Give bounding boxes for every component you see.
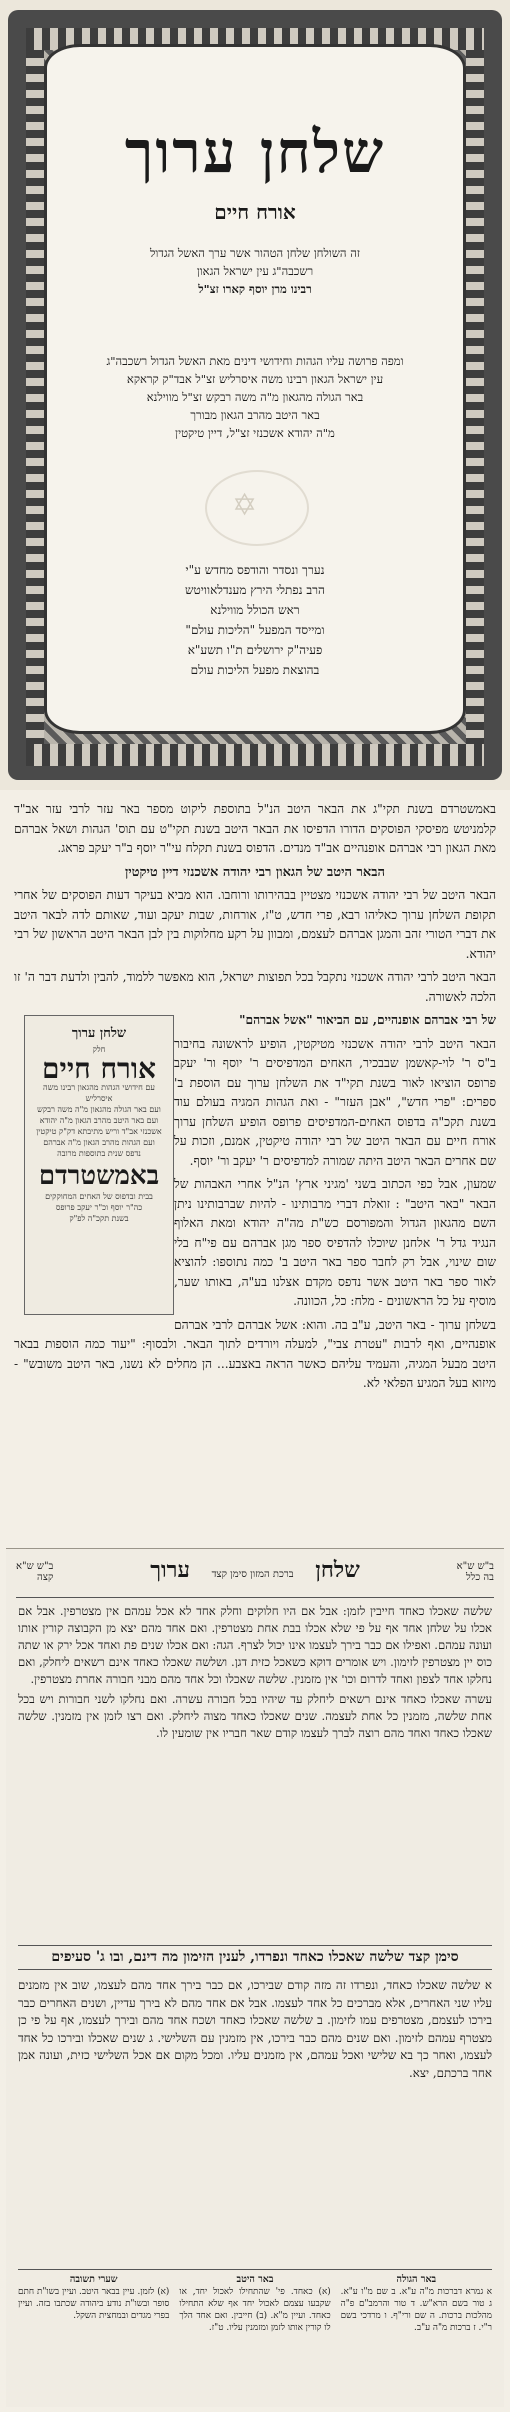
intro-paragraph: באמשטרדם בשנת תקי"ג את הבאר היטב הנ"ל בתוספת ליקוט מספר באר עזר לרבי עזר אב"ד קלמניטש מפיסקי הפוסקים הדורו הדפיסו את הבאר היטב בשנת תקי"ט עם תוס' הגהות ושאל אברהם מאת הגאון רבי אברהם אופנהיים אב"ד מנדים. הדפוס בשנת תקלח עי"ר יוסף ב"ר יעקב פראג. — [14, 802, 496, 855]
historic-line: ועם הגהות מהרב הגאון מ"ה אברהם — [43, 1138, 155, 1147]
intro-paragraph: הבאר היטב לרבי יהודה אשכנזי מטיקטין, הופיע לראשונה בחיבור ב"ס ר' לוי-קאשמן שבבכיר, האחים המדפיסים ר' יוסף ור' יעקב פרופס הוציאו לאור בשנת תקי"ד את השלחן ערוך עם הוספת ב' ספרים: "פרי חדש", "אבן העזר" - ואת הגהות המגיה בעולם עוד בשנת תקכ"ה בדפוס האחים-המדפיסים פרופס הופיע השלחן ערוך אורח חיים עם הבאר היטב של רבי יהודה טיקטין, אמנם, וזכות על שם אחרים הבאר היטב היתה שמורה למדפיסים ר' יעקב ור' יוסף. — [174, 1036, 496, 1168]
historic-title-page — [24, 1015, 174, 1315]
historic-line: בשנת תקכ"ה לפ"ק — [69, 1213, 129, 1223]
book-subtitle: אורח חיים — [214, 200, 296, 224]
historic-line: אשכנזי אב"ד וריש מתיבתא דק"ק טיקטין — [36, 1127, 162, 1136]
emblem-icon: ✡ — [232, 488, 258, 523]
historic-line: ועם באר היטב מהרב הגאון מ"ה יהודא — [39, 1116, 159, 1125]
main-paragraph: עשרה שאכלו כאחד אינם רשאים ליחלק עד שיהיו בכל חבורה עשרה. ואם נחלקו לשני חבורות ויש בכל אחת שלשה, מזמנין כל אחת לעצמה. שנים שאכלו כאחד מצוה ליחלק. ואם רצו לזמן אין מזמנין. שלשה שאכלו כאחד ואחד מהם רוצה לברך לעצמו קודם שאר חבריו אין שומעין לו. — [18, 1692, 492, 1740]
commentary-heading: שערי תשובה — [69, 2274, 118, 2285]
header-right-ref: ב"ש ש"א בה כלל — [456, 1561, 494, 1583]
main-paragraph: א שלשה שאכלו כאחד, ונפרדו זה מזה קודם שבירכו, אם כבר בירך אחד מהם לעצמו, שוב אין מזמנים עליו שני האחרים, אלא מברכים כל אחד לעצמו. אבל אם אחד מהם לא בירך עדיין, ושנים האחרים כבר בירכו לעצמם, מצטרפים עמו לזימון. ב שלשה שאכלו כאחד ושכח אחד מהם ובירך לעצמו, אף על פי כן מצטרף עמהם לזימון. ואם שנים מהם כבר בירכו, אין מזמנין עם השלישי. ג שנים שאכלו ובירכו כל אחד לעצמו, ואחר כך בא שלישי ואכל עמהם, אין מזמנים עליו. ומכל מקום אם אכל השלישי כזית, ועונה אמן אחר ברכתם, יצא. — [18, 1978, 492, 2080]
commentary-heading: באר היטב — [236, 2274, 274, 2285]
historic-line: ועם באר הגולה מהגאון מ"ה משה רבקש — [37, 1105, 161, 1114]
commentary-text: (א) לזמן. עיין בבאר היטב. ועיין בשו"ת חתם סופר ובשו"ת נודע ביהודה שכתבו בזה. ועיין בפרי מגדים ובמחצית השקל. — [18, 2287, 170, 2321]
title-line: נערך ונסדר והודפס מחדש ע"י — [185, 563, 325, 577]
historic-title-lines — [31, 1082, 167, 1159]
intro-paragraph: של רבי אברהם אופנהיים, עם הביאור "אשל אברהם" — [239, 1013, 496, 1027]
main-text-lower — [18, 1977, 492, 2082]
header-left-ref: ב"ש ש"א קצה — [16, 1561, 54, 1583]
commentary-text: (א) כאחד. פי' שהתחילו לאכול יחד, או שקבעו עצמם לאכול יחד אף שלא התחילו כאחד. ועיין מ"א. (ב) חייבין. ואם אחד הלך לו קורין אותו לזמן ומזמנין עליו. ט"ז. — [179, 2287, 331, 2333]
historic-line: נדפס שנית בתוספות מרובה — [57, 1149, 141, 1158]
title-line: בהוצאת מפעל הליכות עולם — [190, 663, 320, 677]
ornament-border-bottom — [26, 744, 484, 766]
title-line: זה השולחן שלחן הטהור אשר ערך האשל הגדול — [149, 246, 361, 260]
commentary-column-right — [341, 2274, 492, 2334]
intro-paragraph: הבאר היטב לרבי יהודה אשכנזי נתקבל בכל תפוצות ישראל, הוא מאפשר ללמוד, להבין ולדעת דבר ה' זו הלכה לאשורה. — [14, 970, 496, 1004]
header-title-word: ערוך — [150, 1557, 190, 1583]
historic-line: כה"ר יוסף וכ"ר יעקב פרופס — [55, 1202, 143, 1212]
commentary-footer — [18, 2269, 492, 2334]
header-mid: ברכת המזון סימן קצד — [211, 1569, 294, 1580]
commentary-column-middle — [179, 2274, 330, 2334]
title-line: רבינו מרן יוסף קארו זצ"ל — [198, 282, 312, 296]
commentary-column-left — [18, 2274, 169, 2334]
intro-paragraph: הבאר היטב של רבי יהודה אשכנזי מצטיין בבהירותו ורוחבו. הוא מביא בעיקר דעות הפוסקים של אחרי תקופת השלחן ערוך כאליהו רבא, פרי חדש, ט"ז, אורחות, שבות יעקב ועוד, שאותם לדה לבאר היטב את דברי הטורי זהב והמגן אברהם לעצמם, ומבוון על רקע מחלוקות בין לבן הבאר היטב הראשון של רבי יהודא. — [14, 888, 496, 961]
main-paragraph: שלשה שאכלו כאחד חייבין לזמן: אבל אם היו חלוקים וחלק אחד לא אכל עמהם אין מצטרפין. אבל אם אכלו על שלחן אחד אף על פי שלא אכלו בבת אחת מצטרפין. ואם אחד מהם יצא מן הקבוצה קורין אותו ועונה עמהם. ואפילו אם כבר בירך לעצמו אינו יכול לצרף. הגה: ואם אכלו שנים פת ואחד אכל ירק או שתה כוס יין מצטרפין לזימון. ויש אומרים דוקא כשאכל כזית דגן. ושלשה שאכלו כאחד אינם רשאים ליחלק, ואם נחלקו אחד לצפון ואחד לדרום וכו' אין מזמנין. שלשה שאכלו וכל אחד מהם מבני חבורה אחרת מצטרפין. — [18, 1604, 492, 1686]
historic-title-city: באמשטרדם — [38, 1161, 160, 1191]
title-line: רשכבה"ג עין ישראל הגאון — [196, 264, 314, 278]
header-divider — [16, 1597, 494, 1598]
main-text-upper — [18, 1603, 492, 1745]
title-block-commentaries — [60, 352, 450, 442]
title-block-author — [60, 244, 450, 298]
historic-line: בבית ובדפוס של האחים המחוקקים — [45, 1191, 153, 1201]
siman-heading: סימן קצד שלשה שאכלו כאחד ונפרדו, לענין הזימון מה דינם, ובו ג' סעיפים — [18, 1945, 492, 1970]
title-line: עין ישראל הגאון רבינו משה איסרליש זצ"ל אבד"ק קראקא — [126, 372, 384, 386]
title-line: באר היטב מהרב הגאון מבורך — [190, 408, 320, 422]
title-line: פעיה"ק ירושלים ת"ו תשע"א — [187, 643, 323, 657]
title-line: באר הגולה מהגאון מ"ה משה רבקש זצ"ל מווילנא — [146, 390, 364, 404]
title-line: ומפה פרושה עליו הגהות וחידושי דינים מאת האשל הגדול רשכבה"ג — [106, 354, 404, 368]
title-line: ראש הכולל מווילנא — [210, 603, 300, 617]
title-page — [0, 0, 510, 790]
intro-paragraph: בשלחן ערוך - באר היטב, ע"ב בה. והוא: אשל אברהם לרבי אברהם אופנהיים, ואף לרבות "עטרת צבי", למעלה ויורדים לתוך הבאר. ולבסוף: "יעוד כמה הוספות בבאר היטב מבעל המגיה, והעמיד עליהם כאשר הראה באצבע... הן מחלים לא נשנו, באר היטב משובש" - מיזוא בעל המגיע הפלאי לא. — [14, 1317, 496, 1390]
title-block-publisher — [60, 560, 450, 680]
historic-title-small: שלחן ערוך — [71, 1026, 127, 1041]
header-title-word: שלחן — [315, 1557, 360, 1583]
commentary-heading: באר הגולה — [396, 2274, 437, 2285]
header-title — [16, 1557, 494, 1583]
page-header — [16, 1557, 494, 1597]
book-title: שלחן ערוך — [124, 118, 386, 186]
historic-title-imprint — [31, 1191, 167, 1224]
introduction-text — [14, 800, 496, 1398]
historic-line: עם חידושי הגהות מהגאון רבינו משה איסרליש — [43, 1083, 155, 1103]
commentary-text: א גמרא דברכות מ"ה ע"א. ב שם מ"ו ע"א. ג טור בשם הרא"ש. ד טור והרמב"ם פ"ה מהלכות ברכות. ה שם ורי"ף. ו מרדכי בשם ר"י. ז ברכות מ"ה ע"ב. — [340, 2287, 492, 2333]
historic-title-main: אורח חיים — [42, 1051, 156, 1085]
historic-title-small2: חלק — [92, 1044, 106, 1054]
title-line: הרב נפתלי הירץ מענדלאוויטש — [185, 583, 325, 597]
title-line: מ"ה יהודא אשכנזי זצ"ל, דיין טיקטין — [175, 426, 335, 440]
shulchan-aruch-page — [6, 1548, 504, 2407]
intro-paragraph: שמעון, אבל כפי הכתוב בשני 'מגיני ארץ' הנ"ל אחרי האבהות של הבאר "באר היטב" : זואלת דברי מרבותינו - להיות שברבותינו ניתן השם מהגאון הגדול והמפורסם כש"ת מה"ה יהודא ומאת האלוף הנגיד גדל ר' אלחנן שיוכלו להדפיס ספר מגן אברהם עם פי"ח בלי שום שינוי, אבל רק לחבר ספר באר היטב ב' כמה נתוספו: להוציא לאור ספר באר היטב אשר נדפס מקדם אצלנו בע"ה, באותו שער, מוסיף על כל הראשונים - מלח: כל, הכוונה. — [174, 1177, 496, 1308]
title-line: ומייסד המפעל "הליכות עולם" — [185, 623, 325, 637]
intro-heading: הבאר היטב של הגאון רבי יהודה אשכנזי דיין טיקטין — [124, 864, 386, 880]
